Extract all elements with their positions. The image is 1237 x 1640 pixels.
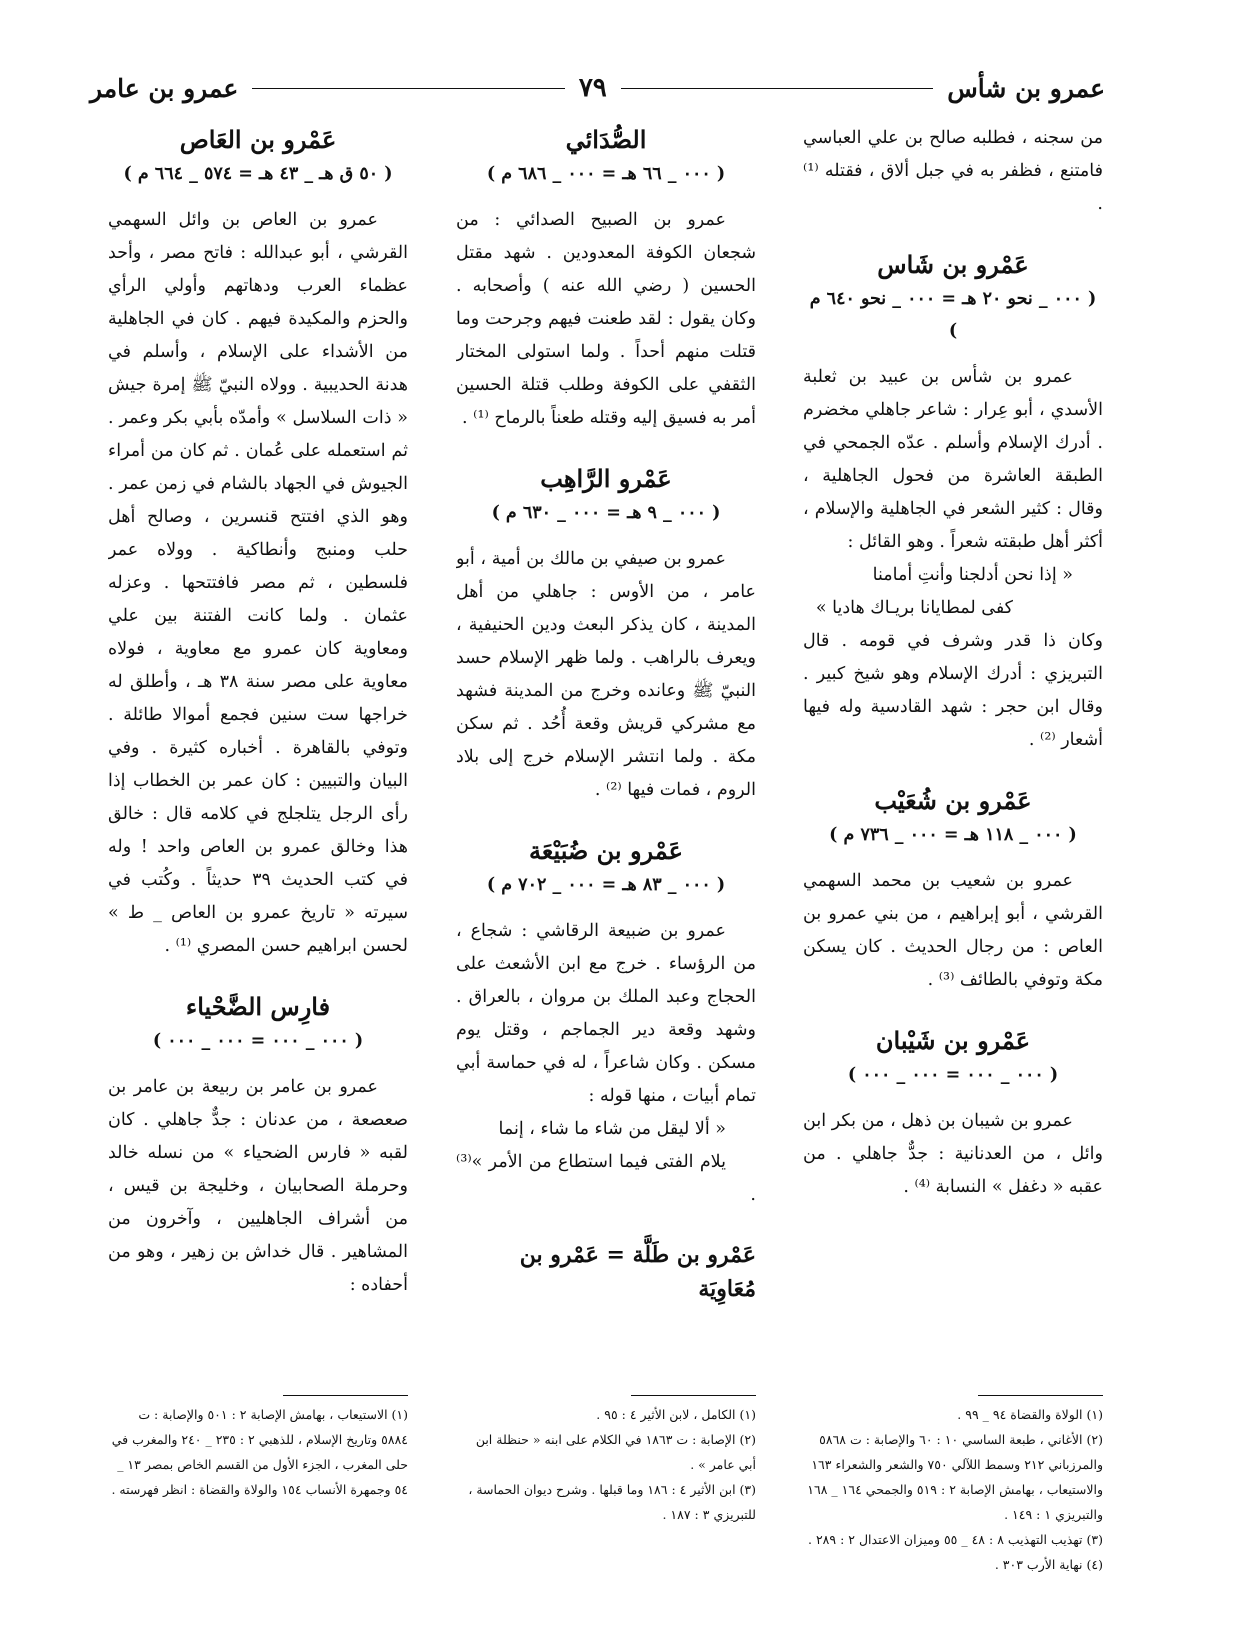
verse-line: يلام الفتى فيما استطاع من الأمر »⁽³⁾ . <box>456 1152 756 1205</box>
entry-dates: ( ٠٠٠ _ نحو ٢٠ هـ = ٠٠٠ _ نحو ٦٤٠ م ) <box>809 289 1097 341</box>
entry-body: وكان ذا قدر وشرف في قومه . قال التبريزي : أدرك الإسلام وهو شيخ كبير . وقال ابن حجر : شهد القادسية وله فيها أشعار ⁽²⁾ . <box>803 631 1103 750</box>
entry-body: عمرو بن شيبان بن ذهل ، من بكر ابن وائل ، من العدنانية : جدٌّ جاهلي . من عقبه « دغفل » النسابة ⁽⁴⁾ . <box>803 1111 1103 1197</box>
entry-body: عمرو بن صيفي بن مالك بن أمية ، أبو عامر ، من الأوس : جاهلي من أهل المدينة ، كان يذكر البعث ودين الحنيفية ، ويعرف بالراهب . ولما ظهر الإسلام حسد النبيّ ﷺ وعانده وخرج من المدينة فشهد مع مشركي قريش وقعة أُحُد . ثم سكن مكة . ولما انتشر الإسلام خرج إلى بلاد الروم ، فمات فيها ⁽²⁾ . <box>456 549 756 800</box>
entry-body: من سجنه ، فطلبه صالح بن علي العباسي فامتنع ، فظفر به في جبل ألاق ، فقتله ⁽¹⁾ . <box>803 128 1103 214</box>
footnote-rule <box>283 1395 408 1396</box>
entry-al-sudai <box>456 122 756 435</box>
entry-dates: ( ٥٠ ق هـ _ ٤٣ هـ = ٥٧٤ _ ٦٦٤ م ) <box>123 164 393 184</box>
footnotes-left <box>108 1395 408 1502</box>
column-right <box>803 122 1103 1512</box>
entry-dates: ( ٠٠٠ _ ٠٠٠ = ٠٠٠ _ ٠٠٠ ) <box>847 1065 1059 1085</box>
entry-body: عمرو بن شعيب بن محمد السهمي القرشي ، أبو إبراهيم ، من بني عمرو بن العاص : من رجال الحديث . كان يسكن مكة وتوفي بالطائف ⁽³⁾ . <box>803 871 1103 990</box>
entry-amr-ibn-shuayb <box>803 783 1103 997</box>
footnotes-right <box>803 1395 1103 1577</box>
entry-body: عمرو بن شأس بن عبيد بن ثعلبة الأسدي ، أبو عِرار : شاعر جاهلي مخضرم . أدرك الإسلام وأسلم . عدّه الجمحي في الطبقة العاشرة من فحول الجاهلية ، وقال : كثير الشعر في الجاهلية والإسلام ، أكثر أهل طبقته شعراً . وهو القائل : <box>803 367 1103 552</box>
entry-body: عمرو بن ضبيعة الرقاشي : شجاع ، من الرؤساء . خرج مع ابن الأشعث على الحجاج وعبد الملك بن مروان ، بالعراق . وشهد وقعة دير الجماجم ، وقتل يوم مسكن . وكان شاعراً ، له في حماسة أبي تمام أبيات ، منها قوله : <box>456 921 756 1106</box>
footnote: (٤) نهاية الأرب ٣٠٣ . <box>994 1557 1103 1572</box>
entry-title: عَمْرو بن شَيْبان <box>875 1026 1031 1055</box>
entry-dates: ( ٠٠٠ _ ٦٦ هـ = ٠٠٠ _ ٦٨٦ م ) <box>486 164 726 184</box>
verse-line: « إذا نحن أدلجنا وأنتِ أمامنا <box>872 565 1073 585</box>
entry-body: عمرو بن عامر بن ربيعة بن عامر بن صعصعة ، من عدنان : جدٌّ جاهلي . كان لقبه « فارس الضحياء » من نسله خالد وحرملة الصحابيان ، وخليجة بن قيس ، من أشراف الجاهليين ، وآخرون من المشاهير . قال خداش بن زهير ، وهو من أحفاده : <box>108 1077 408 1295</box>
footnotes-middle <box>456 1395 756 1527</box>
entry-dates: ( ٠٠٠ _ ٨٣ هـ = ٠٠٠ _ ٧٠٢ م ) <box>486 875 726 895</box>
header-left-title: عمرو بن عامر <box>89 73 239 103</box>
entry-body: عمرو بن العاص بن وائل السهمي القرشي ، أبو عبدالله : فاتح مصر ، وأحد عظماء العرب ودهاتهم وأولي الرأي والحزم والمكيدة فيهم . كان في الجاهلية من الأشداء على الإسلام ، وأسلم في هدنة الحديبية . وولاه النبيّ ﷺ إمرة جيش « ذات السلاسل » وأمدّه بأبي بكر وعمر . ثم استعمله على عُمان . ثم كان من أمراء الجيوش في الجهاد بالشام في زمن عمر . وهو الذي افتتح قنسرين ، وصالح أهل حلب ومنبج وأنطاكية . وولاه عمر فلسطين ، ثم مصر فافتتحها . وعزله عثمان . ولما كانت الفتنة بين علي ومعاوية كان عمرو مع معاوية ، فولاه معاوية على مصر سنة ٣٨ هـ ، وأطلق له خراجها ست سنين فجمع أموالا طائلة . وتوفي بالقاهرة . أخباره كثيرة . وفي البيان والتبيين : كان عمر بن الخطاب إذا رأى الرجل يتلجلج في كلامه قال : خالق هذا وخالق عمرو بن العاص واحد ! وله في كتب الحديث ٣٩ حديثاً . وكُتب في سيرته « تاريخ عمرو بن العاص _ ط » لحسن ابراهيم حسن المصري ⁽¹⁾ . <box>108 210 408 956</box>
cross-reference: عَمْرو بن طَلَّة = عَمْرو بن مُعَاوِيَة <box>519 1242 756 1302</box>
entry-dates: ( ٠٠٠ _ ٠٠٠ = ٠٠٠ _ ٠٠٠ ) <box>152 1031 364 1051</box>
entry-title: عَمْرو بن شَاس <box>877 250 1029 279</box>
entry-title: فارِس الضَّحْياء <box>185 992 331 1021</box>
entry-amr-ibn-shas <box>803 247 1103 757</box>
entry-title: عَمْرو بن ضُبَيْعَة <box>529 836 683 865</box>
footnote-rule <box>631 1395 756 1396</box>
footnote: (٢) الأغاني ، طبعة الساسي ١٠ : ٦٠ والإصابة : ت ٥٨٦٨ والمرزباني ٢١٢ وسمط اللآلي ٧٥٠ والشعر والشعراء ١٦٣ والاستيعاب ، بهامش الإصابة ٢ : ٥١٩ والجمحي ١٦٤ _ ١٦٨ والتبريزي ١ : ١٤٩ . <box>807 1432 1103 1522</box>
entry-amr-ibn-al-as <box>108 122 408 963</box>
entry-amr-ibn-dubayah <box>456 833 756 1212</box>
entry-amr-al-rahib <box>456 461 756 807</box>
footnote: (٣) ابن الأثير ٤ : ١٨٦ وما قبلها . وشرح ديوان الحماسة ، للتبريزي ٣ : ١٨٧ . <box>468 1482 756 1522</box>
page-number: ٧٩ <box>578 73 607 103</box>
entry-title: عَمْرو الرَّاهِب <box>540 464 672 493</box>
entry-faris-al-dahya <box>108 989 408 1302</box>
entry-title: عَمْرو بن العَاص <box>179 125 337 154</box>
footnote-rule <box>978 1395 1103 1396</box>
entry-dates: ( ٠٠٠ _ ٩ هـ = ٠٠٠ _ ٦٣٠ م ) <box>491 503 721 523</box>
column-middle <box>456 122 756 1512</box>
verse-line: كفى لمطايانا بريـاك هاديا » <box>815 598 1013 618</box>
page-header <box>90 66 1105 110</box>
header-rule <box>621 88 934 89</box>
entry-title: الصُّدَائي <box>565 125 647 154</box>
header-rule <box>252 88 565 89</box>
footnote: (١) الكامل ، لابن الأثير ٤ : ٩٥ . <box>596 1407 756 1422</box>
footnote: (٢) الإصابة : ت ١٨٦٣ في الكلام على ابنه « حنظلة ابن أبي عامر » . <box>475 1432 756 1472</box>
entry-title: عَمْرو بن شُعَيْب <box>874 786 1032 815</box>
footnote: (١) الاستيعاب ، بهامش الإصابة ٢ : ٥٠١ والإصابة : ت ٥٨٨٤ وتاريخ الإسلام ، للذهبي ٢ : ٢٣٥ _ ٢٤٠ والمغرب في حلى المغرب ، الجزء الأول من القسم الخاص بمصر ١٣ _ ٥٤ وجمهرة الأنساب ١٥٤ والولاة والقضاة : انظر فهرسته . <box>111 1407 408 1497</box>
footnote: (٣) تهذيب التهذيب ٨ : ٤٨ _ ٥٥ وميزان الاعتدال ٢ : ٢٨٩ . <box>808 1532 1103 1547</box>
verse-line: « ألا ليقل من شاء ما شاء ، إنما <box>498 1119 726 1139</box>
column-left <box>108 122 408 1512</box>
entry-continuation <box>803 122 1103 221</box>
entry-amr-ibn-shayban <box>803 1023 1103 1204</box>
entry-dates: ( ٠٠٠ _ ١١٨ هـ = ٠٠٠ _ ٧٣٦ م ) <box>829 825 1077 845</box>
footnote: (١) الولاة والقضاة ٩٤ _ ٩٩ . <box>957 1407 1103 1422</box>
entry-body: عمرو بن الصبيح الصدائي : من شجعان الكوفة المعدودين . شهد مقتل الحسين ( رضي الله عنه ) وأصحابه . وكان يقول : لقد طعنت فيهم وجرحت وما قتلت منهم أحداً . ولما استولى المختار الثقفي على الكوفة وطلب قتلة الحسين أمر به فسيق إليه وقتله طعناً بالرماح ⁽¹⁾ . <box>456 210 756 428</box>
header-right-title: عمرو بن شأس <box>947 73 1105 103</box>
